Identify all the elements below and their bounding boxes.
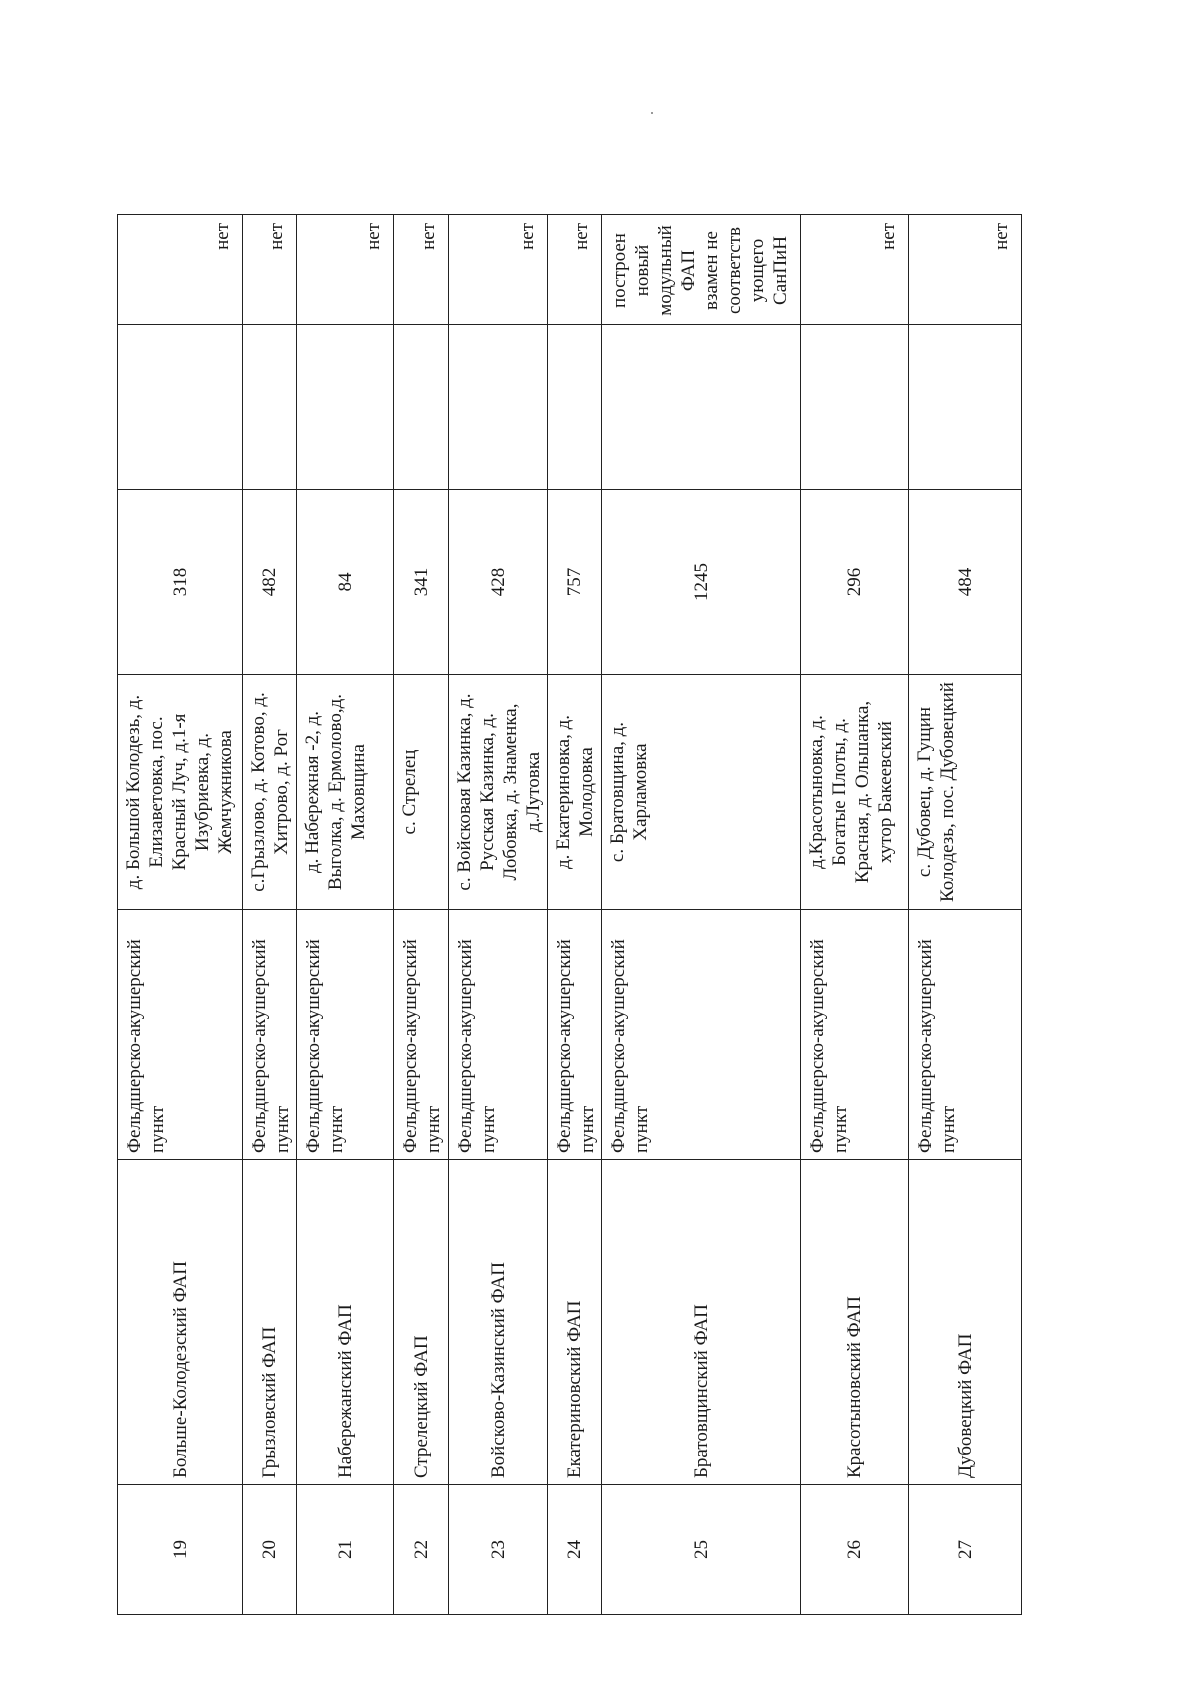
empty-cell	[548, 325, 602, 490]
empty-cell	[909, 325, 1022, 490]
facility-type: Фельдшерско-акушерский пункт	[548, 910, 602, 1160]
population: 341	[394, 490, 449, 675]
note: нет	[548, 215, 602, 325]
facility-type: Фельдшерско-акушерский пункт	[801, 910, 909, 1160]
row-number: 21	[297, 1485, 394, 1615]
population: 482	[243, 490, 297, 675]
table-row	[909, 215, 1022, 1615]
table-row	[602, 215, 801, 1615]
served-villages: с.Грызлово, д. Котово, д. Хитрово, д. Рог	[243, 675, 297, 910]
fap-name: Больше-Колодезский ФАП	[118, 1160, 243, 1485]
table-row	[449, 215, 548, 1615]
table-row	[243, 215, 297, 1615]
served-villages: д. Набережная -2, д. Выголка, д. Ермолово,д. Маховщина	[297, 675, 394, 910]
fap-table	[117, 214, 1022, 1615]
fap-name: Екатериновский ФАП	[548, 1160, 602, 1485]
row-number: 20	[243, 1485, 297, 1615]
empty-cell	[449, 325, 548, 490]
note: нет	[118, 215, 243, 325]
facility-type: Фельдшерско-акушерский пункт	[394, 910, 449, 1160]
population: 757	[548, 490, 602, 675]
row-number: 26	[801, 1485, 909, 1615]
served-villages: д. Екатериновка, д. Молодовка	[548, 675, 602, 910]
table-row	[548, 215, 602, 1615]
row-number: 24	[548, 1485, 602, 1615]
facility-type: Фельдшерско-акушерский пункт	[118, 910, 243, 1160]
facility-type: Фельдшерско-акушерский пункт	[909, 910, 1022, 1160]
served-villages: с. Войсковая Казинка, д. Русская Казинка, д. Лобовка, д. Знаменка, д.Лутовка	[449, 675, 548, 910]
facility-type: Фельдшерско-акушерский пункт	[449, 910, 548, 1160]
facility-type: Фельдшерско-акушерский пункт	[297, 910, 394, 1160]
table-row	[118, 215, 243, 1615]
empty-cell	[118, 325, 243, 490]
scan-artifact	[651, 112, 653, 114]
rotated-table-wrapper	[117, 215, 1012, 1615]
empty-cell	[602, 325, 801, 490]
fap-name: Красотыновский ФАП	[801, 1160, 909, 1485]
table-row	[394, 215, 449, 1615]
table-row	[297, 215, 394, 1615]
row-number: 25	[602, 1485, 801, 1615]
note: построен новый модульный ФАП взамен не соответствующего СанПиН	[602, 215, 801, 325]
served-villages: д. Большой Колодезь, д. Елизаветовка, пос. Красный Луч, д.1-я Изубриевка, д. Жемчужникова	[118, 675, 243, 910]
fap-name: Набережанский ФАП	[297, 1160, 394, 1485]
facility-type: Фельдшерско-акушерский пункт	[602, 910, 801, 1160]
population: 484	[909, 490, 1022, 675]
served-villages: д.Красотыновка, д. Богатые Плоты, д. Красная, д. Ольшанка, хутор Бакеевский	[801, 675, 909, 910]
table-row	[801, 215, 909, 1615]
population: 296	[801, 490, 909, 675]
fap-name: Стрелецкий ФАП	[394, 1160, 449, 1485]
note: нет	[394, 215, 449, 325]
note: нет	[243, 215, 297, 325]
note: нет	[297, 215, 394, 325]
row-number: 27	[909, 1485, 1022, 1615]
fap-name: Грызловский ФАП	[243, 1160, 297, 1485]
fap-name: Войсково-Казинский ФАП	[449, 1160, 548, 1485]
row-number: 22	[394, 1485, 449, 1615]
population: 84	[297, 490, 394, 675]
row-number: 23	[449, 1485, 548, 1615]
population: 428	[449, 490, 548, 675]
population: 318	[118, 490, 243, 675]
served-villages: с. Братовщина, д. Харламовка	[602, 675, 801, 910]
fap-name: Братовщинский ФАП	[602, 1160, 801, 1485]
empty-cell	[243, 325, 297, 490]
empty-cell	[297, 325, 394, 490]
empty-cell	[801, 325, 909, 490]
note: нет	[449, 215, 548, 325]
note: нет	[909, 215, 1022, 325]
served-villages: с. Стрелец	[394, 675, 449, 910]
note: нет	[801, 215, 909, 325]
fap-name: Дубовецкий ФАП	[909, 1160, 1022, 1485]
population: 1245	[602, 490, 801, 675]
row-number: 19	[118, 1485, 243, 1615]
served-villages: с. Дубовец, д. Гущин Колодезь, пос. Дубовецкий	[909, 675, 1022, 910]
facility-type: Фельдшерско-акушерский пункт	[243, 910, 297, 1160]
empty-cell	[394, 325, 449, 490]
